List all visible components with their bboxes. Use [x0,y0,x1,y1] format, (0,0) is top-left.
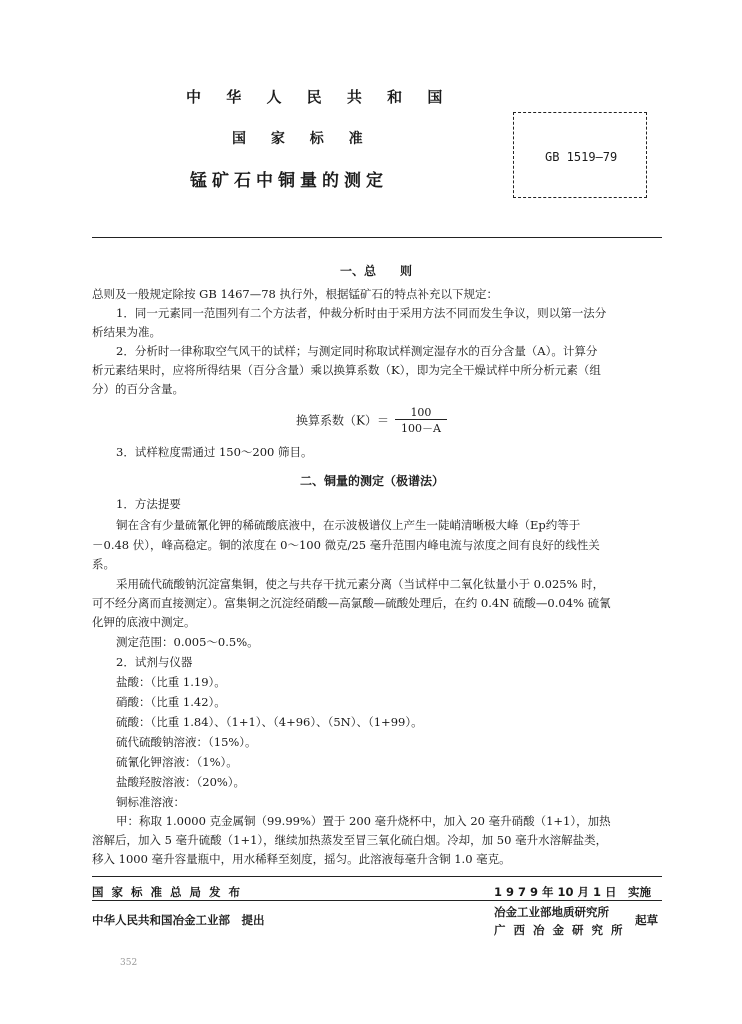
formula-label: 换算系数（K）＝ [296,413,389,428]
copper-standard-line: 甲：称取 1.0000 克金属铜（99.99%）置于 200 毫升烧杯中，加入 20 毫升硝酸（1+1），加热 [116,814,611,828]
formula-fraction [395,406,447,436]
reagent-line: 盐酸：（比重 1.19）。 [116,675,226,689]
section-2-line: 测定范围：0.005～0.5%。 [116,635,259,649]
section-1-heading: 一、总 则 [340,264,413,278]
reagent-line: 硫氰化钾溶液：（1%）。 [116,755,238,769]
formula-denominator: 100－A [400,422,441,435]
section-2-line: 可不经分离而直接测定）。富集铜之沉淀经硝酸—高氯酸—硫酸处理后，在约 0.4N 硫酸—0.04% 硫氰 [92,596,611,610]
section-1-line: 总则及一般规定除按 GB 1467—78 执行外，根据锰矿石的特点补充以下规定： [92,287,499,301]
section-2-heading: 二、铜量的测定（极谱法） [300,474,445,488]
section-2-line: －0.48 伏），峰高稳定。铜的浓度在 0～100 微克/25 毫升范围内峰电流与浓度之间有良好的线性关 [92,538,600,552]
issuer: 国 家 标 准 总 局 发 布 [92,885,243,899]
section-2-line: 系。 [92,557,115,571]
subsection-heading: 2．试剂与仪器 [116,655,193,669]
standard-code: GB 1519—79 [545,150,618,164]
reagent-line: 铜标准溶液： [116,795,185,809]
reagent-line: 硫酸：（比重 1.84）、（1+1）、（4+96）、（5N）、（1+99）。 [116,715,423,729]
section-1-line: 3．试样粒度需通过 150～200 筛目。 [116,445,313,459]
copper-standard-line: 溶解后，加入 5 毫升硫酸（1+1），继续加热蒸发至冒三氧化硫白烟。冷却，加 50 毫升水溶解盐类， [92,833,608,847]
section-2-line: 化钾的底液中测定。 [92,615,196,629]
standard-category: 国 家 标 准 [232,131,373,147]
drafting-org-1: 冶金工业部地质研究所 [494,905,609,919]
country-name: 中 华 人 民 共 和 国 [186,88,453,106]
section-1-line: 2．分析时一律称取空气风干的试样；与测定同时称取试样测定湿存水的百分含量（A）。计算分 [116,344,598,358]
conversion-formula [296,406,447,436]
formula-numerator: 100 [395,406,447,420]
reagent-line: 硝酸：（比重 1.42）。 [116,695,226,709]
page-number: 352 [120,958,138,968]
document-title: 锰矿石中铜量的测定 [190,171,388,191]
section-1-line: 析结果为准。 [92,325,161,339]
subsection-heading: 1．方法提要 [116,497,181,511]
footer-rule-top [92,876,662,877]
section-2-line: 铜在含有少量硫氰化钾的稀硫酸底液中，在示波极谱仪上产生一陡峭清晰极大峰（Ep约等于 [116,518,581,532]
section-2-line: 采用硫代硫酸钠沉淀富集铜，使之与共存干扰元素分离（当试样中二氧化钛量小于 0.025% 时， [116,577,605,591]
drafted-label: 起草 [635,913,658,927]
copper-standard-line: 移入 1000 毫升容量瓶中，用水稀释至刻度，摇匀。此溶液每毫升含铜 1.0 毫克。 [92,852,511,866]
reagent-line: 盐酸羟胺溶液：（20%）。 [116,775,246,789]
reagent-line: 硫代硫酸钠溶液：（15%）。 [116,735,257,749]
section-1-line: 分）的百分含量。 [92,382,184,396]
drafting-org-2: 广 西 冶 金 研 究 所 [494,923,625,937]
footer-rule-bottom [92,900,662,901]
implementation-date: 1 9 7 9 年 10 月 1 日 实施 [494,885,652,899]
section-1-line: 1．同一元素同一范围列有二个方法者，仲裁分析时由于采用方法不同而发生争议，则以第一法分 [116,306,607,320]
section-1-line: 析元素结果时，应将所得结果（百分含量）乘以换算系数（K），即为完全干燥试样中所分析元素（组 [92,363,601,377]
proposer: 中华人民共和国冶金工业部 提出 [92,913,265,927]
header-rule [92,237,662,238]
